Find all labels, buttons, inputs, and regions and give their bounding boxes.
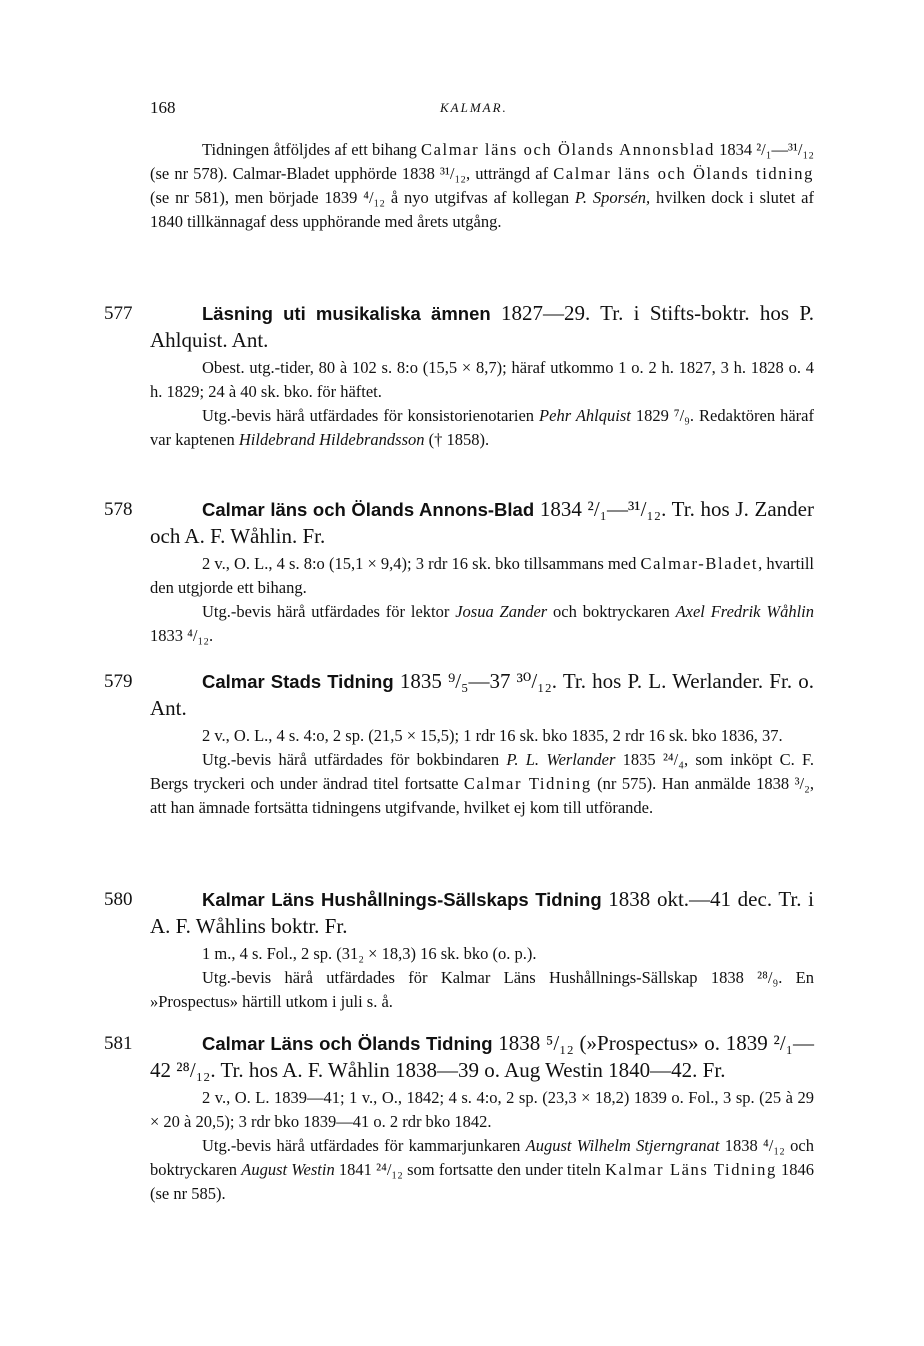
entry-description: 2 v., O. L., 4 s. 8:o (15,1 × 9,4); 3 rdr 16 sk. bko tillsammans med Calmar-Bladet, hvartill den utgjorde ett bihang. [150, 554, 815, 597]
intro-paragraph: Tidningen åtföljdes af ett bihang Calmar läns och Ölands Annonsblad 1834 ²/₁—³¹/₁₂ (se nr 578). Calmar-Bladet upphörde 1838 ³¹/₁₂, utträngd af Calmar läns och Ölands tidning (se nr 581), men började 1839 ⁴/₁₂ å nyo utgifvas af kollegan P. Sporsén, hvilken dock i slutet af 1840 tillkännagaf dess upphörande med årets utgång. [150, 140, 815, 231]
entry-note: Utg.-bevis härå utfärdades för kammarjunkaren August Wilhelm Stjerngranat 1838 ⁴/₁₂ och boktryckaren August Westin 1841 ²⁴/₁₂ som fortsatte den under titeln Kalmar Läns Tidning 1846 (se nr 585). [150, 1136, 815, 1203]
entry-number: 579 [104, 671, 133, 692]
entry-title: Calmar Läns och Ölands Tidning 1838 ⁵/₁₂ (»Prospectus» o. 1839 ²/₁—42 ²⁸/₁₂. Tr. hos A. F. Wåhlin 1838—39 o. Aug Westin 1840—42. Fr. [150, 1031, 814, 1082]
intro-block [150, 138, 814, 234]
entry-title: Kalmar Läns Hushållnings-Sällskaps Tidning 1838 okt.—41 dec. Tr. i A. F. Wåhlins boktr. Fr. [150, 887, 815, 938]
running-title: KALMAR. [440, 100, 508, 115]
entry-580 [104, 886, 815, 1014]
entry-579 [104, 668, 814, 820]
entry-description: 2 v., O. L. 1839—41; 1 v., O., 1842; 4 s. 4:o, 2 sp. (23,3 × 18,2) 1839 o. Fol., 3 sp. (25 à 29 × 20 à 20,5); 3 rdr bko 1839—41 o. 2 rdr bko 1842. [150, 1088, 814, 1131]
page-number: 168 [150, 98, 176, 117]
entry-note: Utg.-bevis härå utfärdades för bokbindaren P. L. Werlander 1835 ²⁴/₄, som inköpt C. F. Bergs tryckeri och under ändrad titel fortsatte Calmar Tidning (nr 575). Han anmälde 1838 ³/₂, att han ämnade fortsätta tidningens utgifvande, hvilket ej kom till utförande. [150, 750, 814, 817]
entry-577 [104, 300, 814, 452]
entry-title: Calmar läns och Ölands Annons-Blad 1834 ²/₁—³¹/₁₂. Tr. hos J. Zander och A. F. Wåhlin. Fr. [150, 497, 814, 548]
entry-title: Calmar Stads Tidning 1835 ⁹/₅—37 ³⁰/₁₂. Tr. hos P. L. Werlander. Fr. o. Ant. [150, 669, 814, 720]
entry-note: Utg.-bevis härå utfärdades för konsistorienotarien Pehr Ahlquist 1829 ⁷/₉. Redaktören häraf var kaptenen Hildebrand Hildebrandsson († 1858). [150, 406, 814, 449]
entry-description: 2 v., O. L., 4 s. 4:o, 2 sp. (21,5 × 15,5); 1 rdr 16 sk. bko 1835, 2 rdr 16 sk. bko 1836, 37. [202, 726, 783, 745]
entry-description: 1 m., 4 s. Fol., 2 sp. (31₂ × 18,3) 16 sk. bko (o. p.). [202, 944, 537, 963]
entry-number: 577 [104, 303, 133, 324]
entry-number: 578 [104, 499, 133, 520]
entry-title: Läsning uti musikaliska ämnen 1827—29. Tr. i Stifts-boktr. hos P. Ahlquist. Ant. [150, 301, 814, 352]
entry-description: Obest. utg.-tider, 80 à 102 s. 8:o (15,5 × 8,7); häraf utkommo 1 o. 2 h. 1827, 3 h. 1828 o. 4 h. 1829; 24 à 40 sk. bko. för häftet. [150, 358, 814, 401]
entry-note: Utg.-bevis härå utfärdades för Kalmar Läns Hushållnings-Sällskap 1838 ²⁸/₉. En »Prospectus» härtill utkom i juli s. å. [150, 968, 814, 1011]
entry-578 [104, 496, 815, 648]
entry-note: Utg.-bevis härå utfärdades för lektor Josua Zander och boktryckaren Axel Fredrik Wåhlin 1833 ⁴/₁₂. [150, 602, 815, 645]
entry-581 [104, 1030, 815, 1206]
entry-number: 581 [104, 1033, 133, 1054]
entry-number: 580 [104, 889, 133, 910]
